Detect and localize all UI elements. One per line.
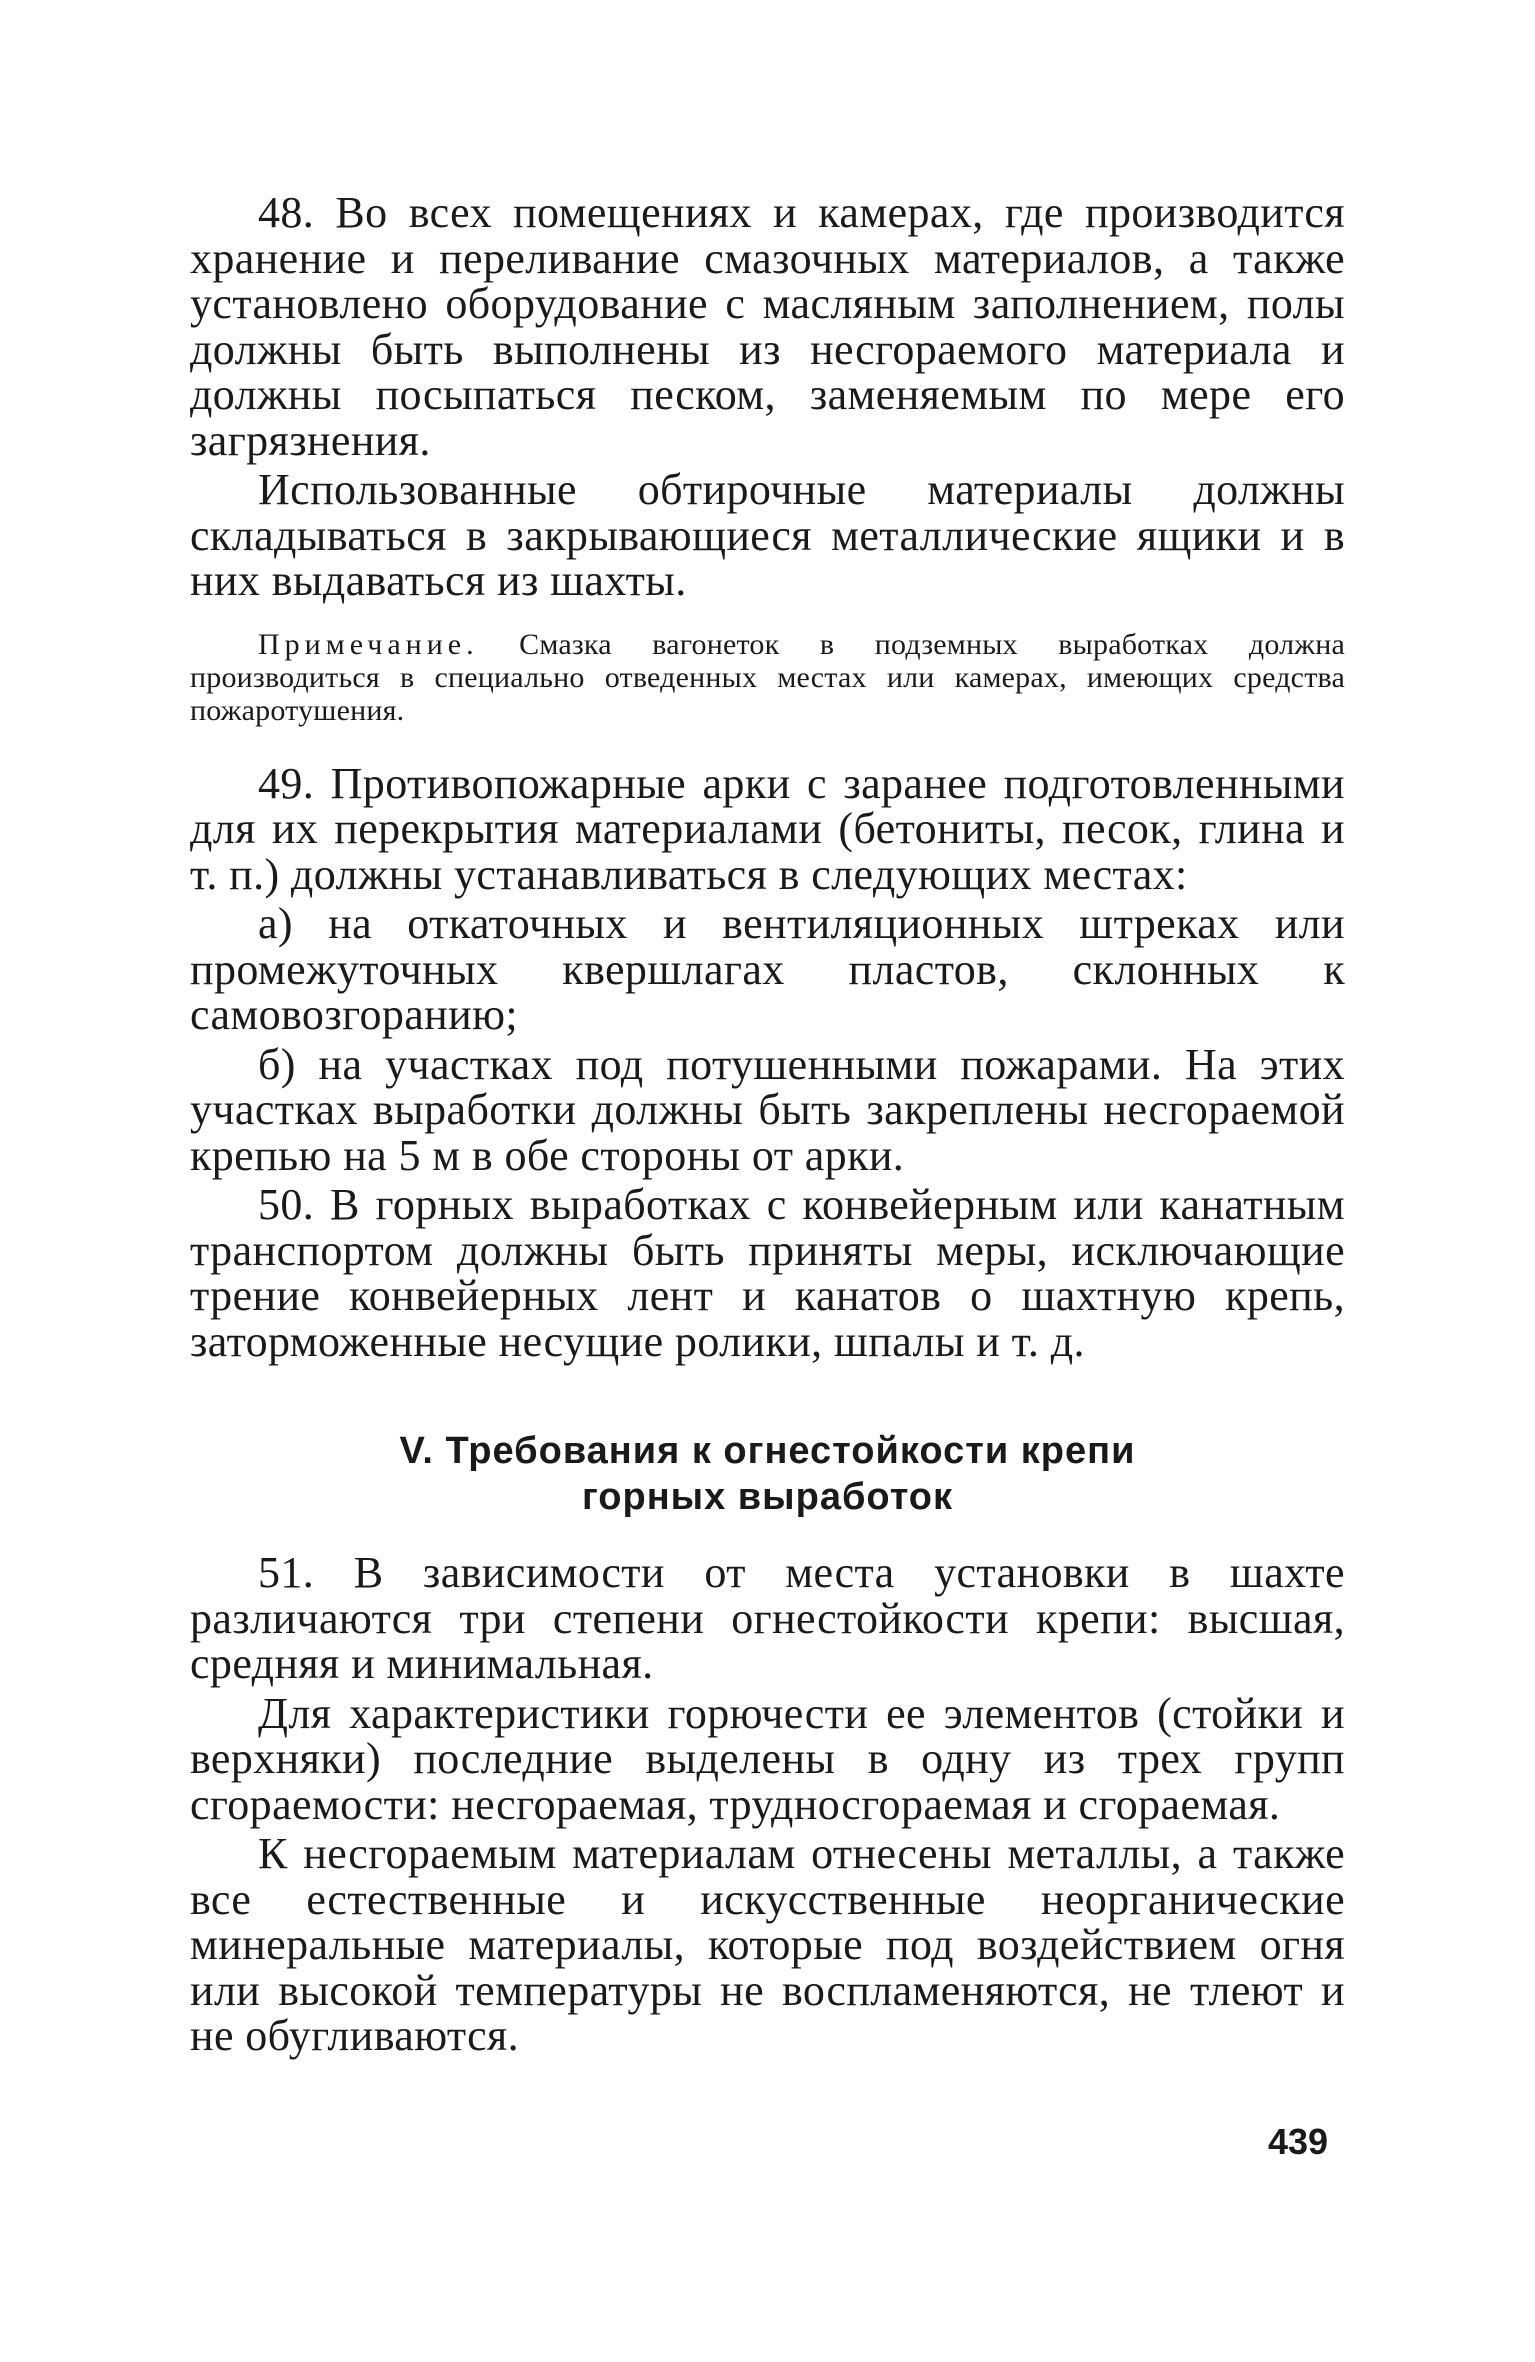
paragraph-48: 48. Во всех помещениях и камерах, где производится хранение и переливание смазочных материалов, а также установлено оборудование с масляным заполнением, полы должны быть выполнены из несгораемого материала и должны посыпаться песком, заменяемым по мере его загрязнения. <box>190 188 1345 465</box>
note-text: Смазка вагонеток в подземных выработках должна производиться в специально отведенных местах или камерах, имеющих средства пожаротушения. <box>190 627 1345 727</box>
page-number: 439 <box>1268 2121 1329 2162</box>
section-heading-line-1: V. Требования к огнестойкости крепи <box>399 1430 1136 1472</box>
paragraph-48-used-materials: Использованные обтирочные материалы должны складываться в закрывающиеся металлические ящики и в них выдаваться из шахты. <box>190 465 1345 605</box>
paragraph-51-groups: Для характеристики горючести ее элементов (стойки и верхняки) последние выделены в одну из трех групп сгораемости: несгораемая, трудносгораемая и сгораемая. <box>190 1688 1345 1829</box>
section-heading-line-2: горных выработок <box>581 1476 954 1518</box>
paragraph-49-a: а) на откаточных и вентиляционных штреках или промежуточных квершлагах пластов, склонных к самовозгоранию; <box>190 899 1345 1039</box>
paragraph-49: 49. Противопожарные арки с заранее подготовленными для их перекрытия материалами (бетониты, песок, глина и т. п.) должны устанавливаться в следующих местах: <box>190 758 1345 899</box>
page-body <box>190 190 1345 2059</box>
paragraph-50: 50. В горных выработках с конвейерным или канатным транспортом должны быть приняты меры, исключающие трение конвейерных лент и канатов о шахтную крепь, заторможенные несущие ролики, шпалы и т. д. <box>190 1180 1345 1366</box>
paragraph-51: 51. В зависимости от места установки в шахте различаются три степени огнестойкости крепи: высшая, средняя и минимальная. <box>190 1548 1345 1688</box>
section-heading <box>190 1428 1345 1520</box>
paragraph-51-noncombustible: К несгораемым материалам отнесены металлы, а также все естественные и искусственные неорганические минеральные материалы, которые под воздействием огня или высокой температуры не воспламеняются, не тлеют и не обугливаются. <box>190 1829 1345 2060</box>
note-label: Примечание. <box>258 627 479 661</box>
note <box>190 628 1345 727</box>
paragraph-49-b: б) на участках под потушенными пожарами. На этих участках выработки должны быть закреплены несгораемой крепью на 5 м в обе стороны от арки. <box>190 1039 1345 1180</box>
